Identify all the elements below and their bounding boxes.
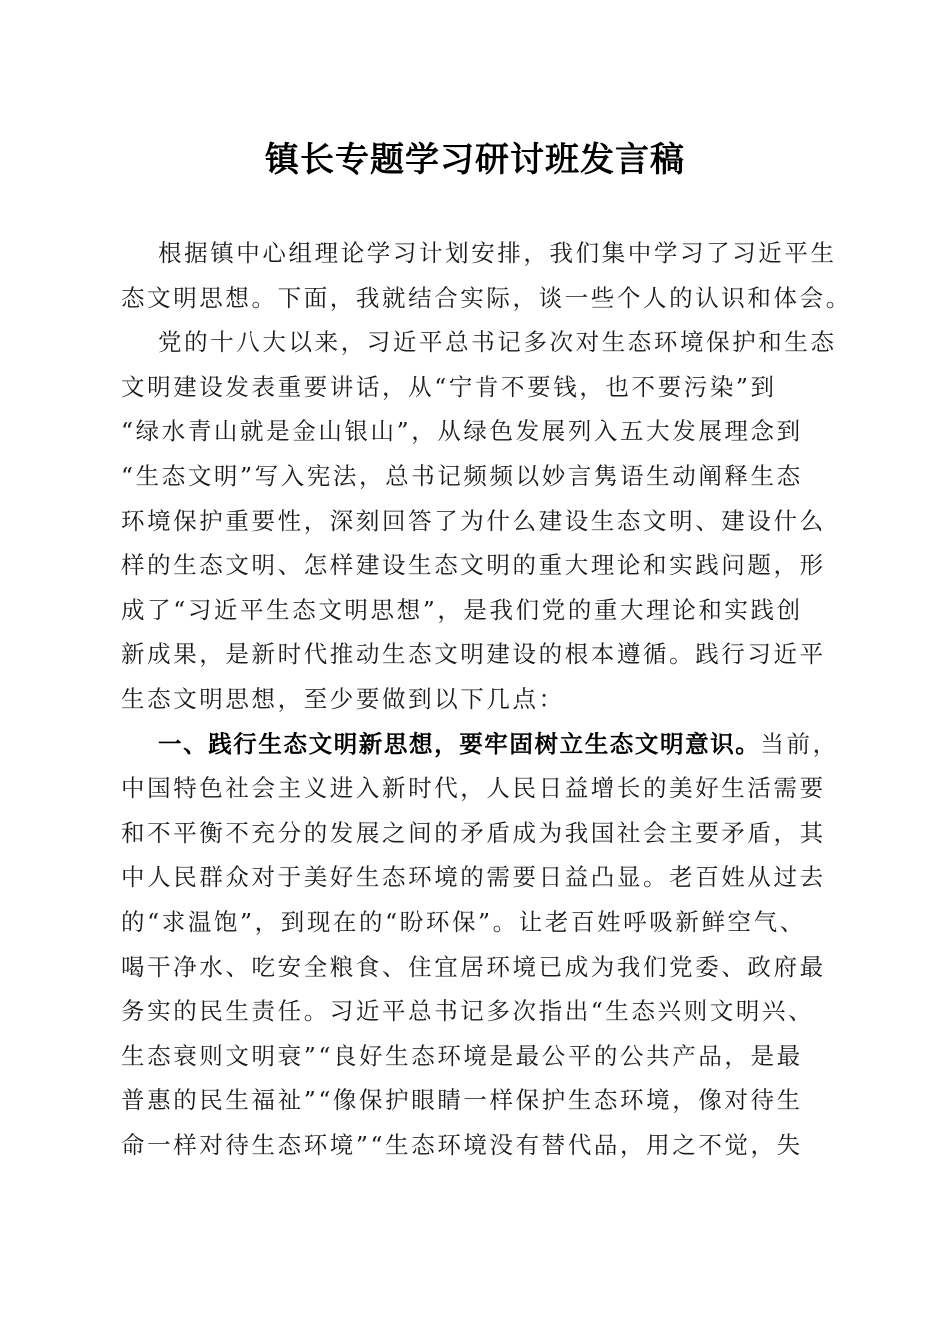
text-line-16: 的“求温饱”，到现在的“盼环保”。让老百姓呼吸新鲜空气、 [121,907,806,936]
text-line-1: 根据镇中心组理论学习计划安排，我们集中学习了习近平生 [158,239,837,267]
text-line-13: 中国特色社会主义进入新时代，人民日益增长的美好生活需要 [121,774,826,803]
text-line-8: 样的生态文明、怎样建设生态文明的重大理论和实践问题，形 [121,551,826,580]
text-line-19: 生态衰则文明衰”“良好生态环境是最公平的公共产品，是最 [121,1041,803,1070]
section-heading-continuation: 当前， [760,729,839,758]
text-line-9: 成了“习近平生态文明思想”，是我们党的重大理论和实践创 [121,595,803,624]
section-heading-1: 一、践行生态文明新思想，要牢固树立生态文明意识。 [158,729,761,758]
text-line-6: “生态文明”写入宪法，总书记频频以妙言隽语生动阐释生态 [121,461,803,490]
text-line-17: 喝干净水、吃安全粮食、住宜居环境已成为我们党委、政府最 [121,952,826,981]
text-line-15: 中人民群众对于美好生态环境的需要日益凸显。老百姓从过去 [121,863,826,892]
text-line-7: 环境保护重要性，深刻回答了为什么建设生态文明、建设什么 [121,506,826,535]
text-line-11: 生态文明思想，至少要做到以下几点： [121,684,565,713]
document-title: 镇长专题学习研讨班发言稿 [265,140,685,180]
text-line-21: 命一样对待生态环境”“生态环境没有替代品，用之不觉，失 [121,1130,803,1159]
section-heading-line [121,722,839,767]
text-line-20: 普惠的民生福祉”“像保护眼睛一样保护生态环境，像对待生 [121,1086,803,1115]
text-line-5: “绿水青山就是金山银山”，从绿色发展列入五大发展理念到 [121,417,803,446]
text-line-10: 新成果，是新时代推动生态文明建设的根本遵循。践行习近平 [121,640,826,669]
text-line-4: 文明建设发表重要讲话，从“宁肯不要钱，也不要污染”到 [121,372,777,401]
text-line-2: 态文明思想。下面，我就结合实际，谈一些个人的认识和体会。 [121,283,852,312]
document-body [121,231,852,1167]
text-line-14: 和不平衡不充分的发展之间的矛盾成为我国社会主要矛盾，其 [121,818,826,847]
text-line-3: 党的十八大以来，习近平总书记多次对生态环境保护和生态 [158,328,837,357]
text-line-18: 务实的民生责任。习近平总书记多次指出“生态兴则文明兴、 [121,997,815,1026]
